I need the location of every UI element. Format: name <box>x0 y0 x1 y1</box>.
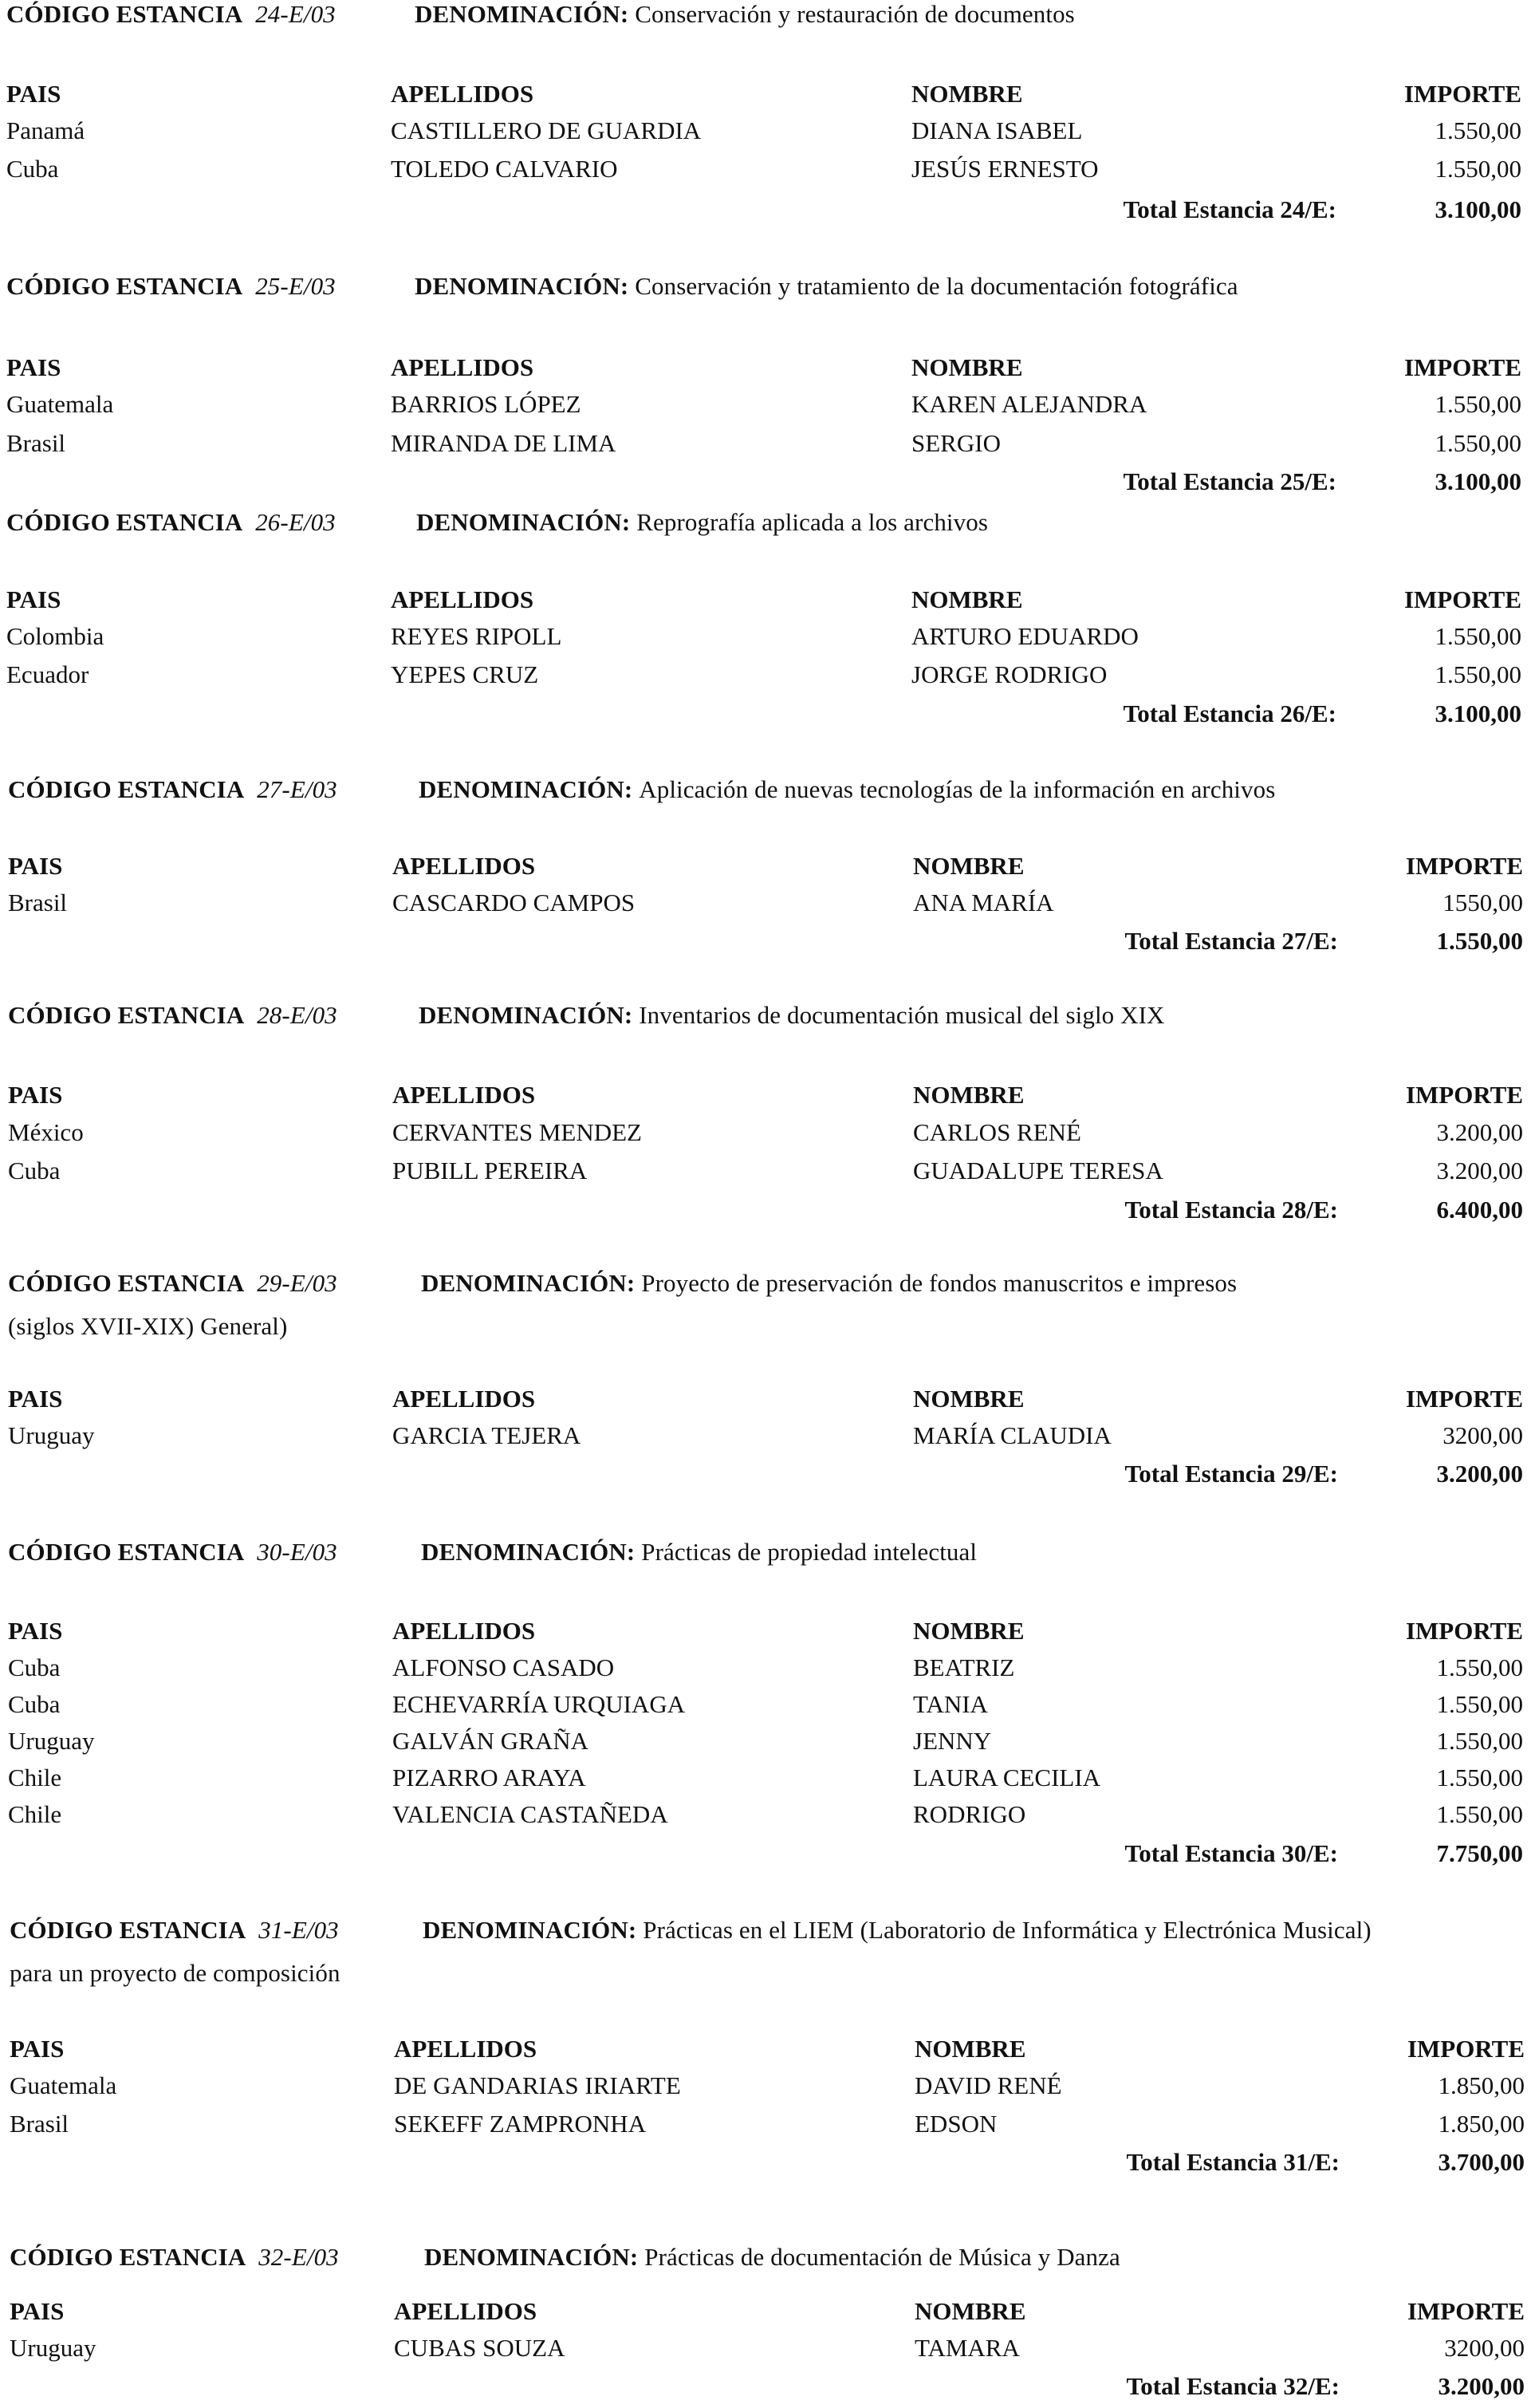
header-apellidos: APELLIDOS <box>392 852 536 880</box>
header-importe: IMPORTE <box>1405 1617 1523 1645</box>
denomination-label-text: DENOMINACIÓN: <box>423 1916 637 1944</box>
header-importe: IMPORTE <box>1403 585 1521 613</box>
cell-importe: 3.200,00 <box>1436 1118 1523 1146</box>
denomination-value: Prácticas en el LIEM (Laboratorio de Informática y Electrónica Musical) <box>643 1916 1372 1944</box>
cell-apellidos: MIRANDA DE LIMA <box>391 429 616 457</box>
cell-pais: Brasil <box>8 889 68 916</box>
table-row <box>8 1725 1523 1757</box>
table-header <box>10 2033 1525 2065</box>
table-row <box>6 115 1521 147</box>
header-nombre: NOMBRE <box>913 1081 1025 1109</box>
total-value: 3.100,00 <box>1435 467 1521 495</box>
header-nombre: NOMBRE <box>911 80 1023 108</box>
header-pais: PAIS <box>6 585 61 613</box>
table-row <box>8 1652 1523 1684</box>
total-row <box>8 1838 1523 1870</box>
denomination-label-text: DENOMINACIÓN: <box>421 1538 636 1566</box>
cell-apellidos: VALENCIA CASTAÑEDA <box>392 1800 668 1828</box>
table-row <box>8 1117 1523 1149</box>
code-label: CÓDIGO ESTANCIA <box>10 1916 246 1944</box>
code-value: 31-E/03 <box>258 1916 339 1944</box>
section-header <box>10 1916 1525 1987</box>
code-value: 26-E/03 <box>255 508 336 536</box>
cell-importe: 1.550,00 <box>1435 390 1521 418</box>
total-value: 7.750,00 <box>1436 1839 1523 1867</box>
cell-nombre: JENNY <box>913 1727 992 1755</box>
header-apellidos: APELLIDOS <box>394 2297 537 2325</box>
section-header <box>8 775 1523 805</box>
code-label: CÓDIGO ESTANCIA <box>8 1269 245 1297</box>
cell-pais: Guatemala <box>6 390 114 418</box>
header-importe: IMPORTE <box>1405 1081 1523 1109</box>
denomination-label-text: DENOMINACIÓN: <box>419 775 633 803</box>
denomination-value: Reprografía aplicada a los archivos <box>636 508 989 536</box>
cell-importe: 1.550,00 <box>1436 1727 1523 1755</box>
cell-nombre: TAMARA <box>915 2334 1020 2362</box>
denomination-label-text: DENOMINACIÓN: <box>415 0 629 28</box>
table-header <box>6 352 1521 384</box>
table-header <box>8 1383 1523 1415</box>
code-value: 32-E/03 <box>258 2243 339 2271</box>
code-label: CÓDIGO ESTANCIA <box>8 1001 245 1029</box>
table-header <box>8 850 1523 882</box>
header-pais: PAIS <box>10 2035 65 2063</box>
cell-importe: 1.550,00 <box>1436 1690 1523 1718</box>
cell-nombre: KAREN ALEJANDRA <box>911 390 1147 418</box>
denomination-continuation: (siglos XVII-XIX) General) <box>8 1312 288 1340</box>
cell-nombre: DAVID RENÉ <box>915 2071 1062 2099</box>
total-row <box>10 2371 1525 2402</box>
cell-pais: Uruguay <box>8 1727 95 1755</box>
table-row <box>10 2070 1525 2102</box>
cell-importe: 1.550,00 <box>1435 116 1521 144</box>
cell-apellidos: YEPES CRUZ <box>391 660 539 688</box>
cell-apellidos: CUBAS SOUZA <box>394 2334 565 2362</box>
cell-nombre: DIANA ISABEL <box>911 116 1083 144</box>
denomination-label <box>415 0 1075 30</box>
section-header <box>6 508 1521 538</box>
table-row <box>6 428 1521 459</box>
cell-pais: Cuba <box>8 1157 61 1184</box>
cell-nombre: GUADALUPE TERESA <box>913 1157 1163 1184</box>
cell-pais: Brasil <box>10 2110 69 2138</box>
cell-apellidos: BARRIOS LÓPEZ <box>391 390 581 418</box>
total-value: 3.100,00 <box>1435 700 1521 727</box>
denomination-label <box>424 2243 1120 2272</box>
table-header <box>8 1615 1523 1647</box>
code-value: 25-E/03 <box>255 272 336 300</box>
total-row <box>6 466 1521 498</box>
total-value: 1.550,00 <box>1436 927 1523 955</box>
cell-nombre: TANIA <box>913 1690 988 1718</box>
cell-pais: Colombia <box>6 622 104 650</box>
total-label: Total Estancia 26/E: <box>1123 700 1336 727</box>
section-header <box>10 2243 1525 2272</box>
cell-nombre: CARLOS RENÉ <box>913 1118 1081 1146</box>
header-nombre: NOMBRE <box>915 2297 1026 2325</box>
denomination-value: Prácticas de documentación de Música y Danza <box>644 2243 1120 2271</box>
header-apellidos: APELLIDOS <box>391 353 534 381</box>
cell-nombre: ARTURO EDUARDO <box>911 622 1139 650</box>
table-row <box>6 621 1521 652</box>
total-row <box>6 194 1521 226</box>
header-pais: PAIS <box>10 2297 65 2325</box>
header-nombre: NOMBRE <box>911 353 1023 381</box>
cell-apellidos: TOLEDO CALVARIO <box>391 155 618 183</box>
denomination-label <box>419 1001 1165 1031</box>
total-value: 3.700,00 <box>1438 2148 1525 2176</box>
cell-apellidos: ECHEVARRÍA URQUIAGA <box>392 1690 686 1718</box>
code-value: 30-E/03 <box>257 1538 337 1566</box>
denomination-label <box>421 1538 977 1567</box>
section-header <box>8 1538 1523 1567</box>
code-label: CÓDIGO ESTANCIA <box>8 1538 245 1566</box>
cell-nombre: JESÚS ERNESTO <box>911 155 1099 183</box>
denomination-label-text: DENOMINACIÓN: <box>415 272 629 300</box>
code-value: 29-E/03 <box>257 1269 337 1297</box>
header-pais: PAIS <box>8 1385 63 1413</box>
section-header <box>6 272 1521 301</box>
denomination-label-text: DENOMINACIÓN: <box>421 1269 636 1297</box>
cell-importe: 1.550,00 <box>1435 155 1521 183</box>
total-value: 3.200,00 <box>1436 1460 1523 1488</box>
table-header <box>10 2296 1525 2327</box>
cell-pais: Chile <box>8 1764 62 1791</box>
header-nombre: NOMBRE <box>911 585 1023 613</box>
cell-pais: Brasil <box>6 429 66 457</box>
table-header <box>8 1079 1523 1111</box>
denomination-label-text: DENOMINACIÓN: <box>424 2243 639 2271</box>
cell-apellidos: PUBILL PEREIRA <box>392 1157 588 1184</box>
denomination-value: Aplicación de nuevas tecnologías de la información en archivos <box>639 775 1276 803</box>
denomination-value: Conservación y tratamiento de la documentación fotográfica <box>635 272 1238 300</box>
cell-apellidos: PIZARRO ARAYA <box>392 1764 586 1791</box>
cell-apellidos: CASCARDO CAMPOS <box>392 889 636 916</box>
cell-apellidos: GARCIA TEJERA <box>392 1421 581 1449</box>
table-row <box>6 659 1521 691</box>
cell-importe: 1.550,00 <box>1436 1800 1523 1828</box>
header-importe: IMPORTE <box>1405 852 1523 880</box>
header-pais: PAIS <box>8 852 63 880</box>
cell-nombre: BEATRIZ <box>913 1653 1015 1681</box>
cell-apellidos: DE GANDARIAS IRIARTE <box>394 2071 681 2099</box>
cell-pais: Chile <box>8 1800 62 1828</box>
section-header <box>6 0 1521 30</box>
header-nombre: NOMBRE <box>915 2035 1026 2063</box>
cell-apellidos: REYES RIPOLL <box>391 622 562 650</box>
table-row <box>8 1155 1523 1187</box>
denomination-value: Conservación y restauración de documentos <box>635 0 1075 28</box>
header-nombre: NOMBRE <box>913 1617 1025 1645</box>
cell-apellidos: ALFONSO CASADO <box>392 1653 615 1681</box>
total-value: 3.200,00 <box>1438 2372 1525 2400</box>
total-label: Total Estancia 24/E: <box>1123 195 1336 223</box>
cell-importe: 3200,00 <box>1442 1421 1523 1449</box>
table-row <box>10 2332 1525 2364</box>
cell-importe: 1.550,00 <box>1435 622 1521 650</box>
cell-nombre: MARÍA CLAUDIA <box>913 1421 1112 1449</box>
total-label: Total Estancia 27/E: <box>1124 927 1338 955</box>
header-importe: IMPORTE <box>1403 80 1521 108</box>
denomination-label <box>415 272 1238 301</box>
code-label: CÓDIGO ESTANCIA <box>6 0 243 28</box>
cell-nombre: LAURA CECILIA <box>913 1764 1101 1791</box>
total-row <box>8 1458 1523 1490</box>
table-row <box>8 1689 1523 1720</box>
cell-pais: Cuba <box>6 155 59 183</box>
cell-apellidos: SEKEFF ZAMPRONHA <box>394 2110 647 2138</box>
header-importe: IMPORTE <box>1407 2297 1525 2325</box>
table-header <box>6 584 1521 616</box>
cell-pais: México <box>8 1118 84 1146</box>
cell-pais: Panamá <box>6 116 85 144</box>
header-apellidos: APELLIDOS <box>391 585 534 613</box>
table-header <box>6 78 1521 110</box>
section-header <box>8 1269 1523 1340</box>
denomination-label <box>416 508 988 538</box>
cell-importe: 1.550,00 <box>1435 429 1521 457</box>
cell-nombre: SERGIO <box>911 429 1001 457</box>
code-value: 24-E/03 <box>255 0 336 28</box>
denomination-label-text: DENOMINACIÓN: <box>419 1001 633 1029</box>
total-row <box>10 2146 1525 2178</box>
cell-nombre: EDSON <box>915 2110 998 2138</box>
denomination-label <box>421 1269 1237 1299</box>
total-label: Total Estancia 28/E: <box>1124 1196 1338 1224</box>
cell-pais: Ecuador <box>6 660 89 688</box>
header-importe: IMPORTE <box>1407 2035 1525 2063</box>
header-importe: IMPORTE <box>1403 353 1521 381</box>
cell-importe: 1.850,00 <box>1438 2071 1525 2099</box>
table-row <box>6 153 1521 185</box>
cell-importe: 1.550,00 <box>1435 660 1521 688</box>
cell-importe: 1.550,00 <box>1436 1653 1523 1681</box>
header-importe: IMPORTE <box>1405 1385 1523 1413</box>
cell-apellidos: CASTILLERO DE GUARDIA <box>391 116 702 144</box>
cell-pais: Guatemala <box>10 2071 117 2099</box>
table-row <box>8 1420 1523 1452</box>
header-pais: PAIS <box>8 1617 63 1645</box>
cell-importe: 3200,00 <box>1444 2334 1525 2362</box>
denomination-continuation: para un proyecto de composición <box>10 1959 340 1987</box>
cell-nombre: ANA MARÍA <box>913 889 1054 916</box>
table-row <box>6 388 1521 420</box>
total-label: Total Estancia 25/E: <box>1123 467 1336 495</box>
header-pais: PAIS <box>6 80 61 108</box>
cell-pais: Cuba <box>8 1653 61 1681</box>
denomination-value: Prácticas de propiedad intelectual <box>641 1538 978 1566</box>
cell-pais: Cuba <box>8 1690 61 1718</box>
code-label: CÓDIGO ESTANCIA <box>6 272 243 300</box>
total-row <box>6 698 1521 730</box>
table-row <box>10 2108 1525 2140</box>
code-value: 27-E/03 <box>257 775 337 803</box>
table-row <box>8 1799 1523 1831</box>
header-apellidos: APELLIDOS <box>391 80 534 108</box>
denomination-label <box>419 775 1275 805</box>
cell-pais: Uruguay <box>10 2334 96 2362</box>
header-nombre: NOMBRE <box>913 1385 1025 1413</box>
total-label: Total Estancia 31/E: <box>1126 2148 1340 2176</box>
cell-apellidos: GALVÁN GRAÑA <box>392 1727 589 1755</box>
code-label: CÓDIGO ESTANCIA <box>10 2243 246 2271</box>
cell-apellidos: CERVANTES MENDEZ <box>392 1118 642 1146</box>
cell-importe: 3.200,00 <box>1436 1157 1523 1184</box>
code-label: CÓDIGO ESTANCIA <box>8 775 245 803</box>
header-apellidos: APELLIDOS <box>394 2035 537 2063</box>
cell-nombre: JORGE RODRIGO <box>911 660 1108 688</box>
section-header <box>8 1001 1523 1031</box>
total-value: 6.400,00 <box>1436 1196 1523 1224</box>
denomination-value: Proyecto de preservación de fondos manuscritos e impresos <box>641 1269 1238 1297</box>
total-value: 3.100,00 <box>1435 195 1521 223</box>
cell-nombre: RODRIGO <box>913 1800 1026 1828</box>
header-nombre: NOMBRE <box>913 852 1025 880</box>
total-label: Total Estancia 30/E: <box>1124 1839 1338 1867</box>
total-label: Total Estancia 32/E: <box>1126 2372 1340 2400</box>
table-row <box>8 887 1523 919</box>
header-apellidos: APELLIDOS <box>392 1081 536 1109</box>
total-row <box>8 925 1523 957</box>
header-apellidos: APELLIDOS <box>392 1617 536 1645</box>
cell-importe: 1.850,00 <box>1438 2110 1525 2138</box>
cell-importe: 1550,00 <box>1442 889 1523 916</box>
code-label: CÓDIGO ESTANCIA <box>6 508 243 536</box>
denomination-label <box>423 1916 1372 1945</box>
header-apellidos: APELLIDOS <box>392 1385 536 1413</box>
denomination-label-text: DENOMINACIÓN: <box>416 508 631 536</box>
cell-importe: 1.550,00 <box>1436 1764 1523 1791</box>
total-row <box>8 1194 1523 1226</box>
total-label: Total Estancia 29/E: <box>1124 1460 1338 1488</box>
code-value: 28-E/03 <box>257 1001 337 1029</box>
header-pais: PAIS <box>6 353 61 381</box>
cell-pais: Uruguay <box>8 1421 95 1449</box>
denomination-value: Inventarios de documentación musical del siglo XIX <box>639 1001 1165 1029</box>
table-row <box>8 1762 1523 1794</box>
header-pais: PAIS <box>8 1081 63 1109</box>
